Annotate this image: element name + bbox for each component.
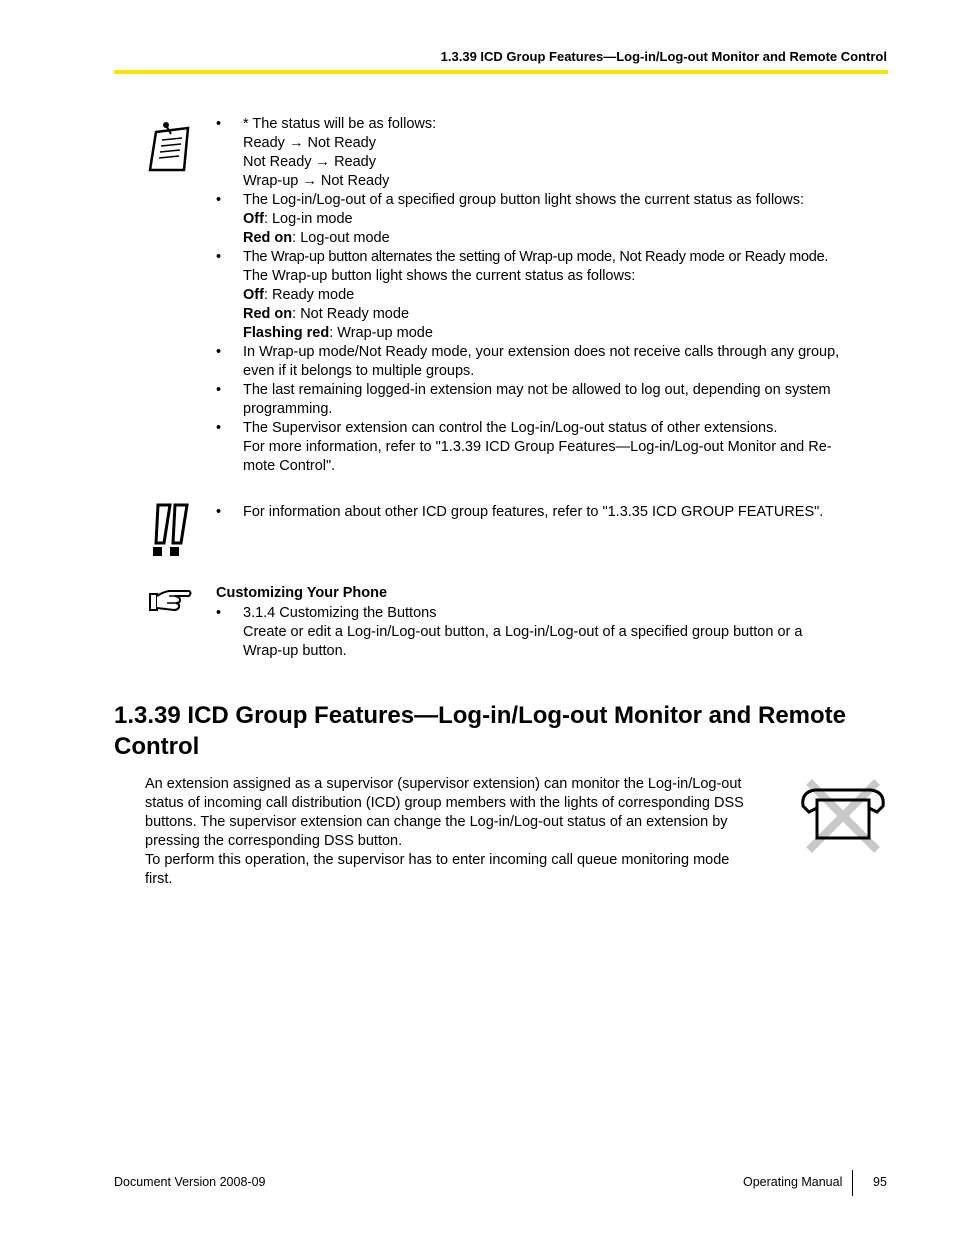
header-rule — [114, 70, 888, 74]
double-exclamation-icon — [148, 503, 192, 559]
caution-list — [216, 503, 888, 522]
reference-heading: Customizing Your Phone — [216, 585, 388, 601]
list-item: • The Log-in/Log-out of a specified group button light shows the current status as follows: Off: Log-in mode Red on: Log-out mode — [216, 192, 804, 246]
reference-block — [216, 584, 888, 661]
note-list — [216, 115, 888, 476]
footer-divider — [852, 1170, 853, 1196]
list-item: • In Wrap-up mode/Not Ready mode, your extension does not receive calls through any group, even if it belongs to multiple groups. — [216, 344, 840, 379]
pointing-hand-icon — [147, 588, 193, 614]
list-item: • The Supervisor extension can control the Log-in/Log-out status of other extensions. For more information, refer to "1.3.39 ICD Group Features—Log-in/Log-out Monitor and Re- mote Control". — [216, 420, 832, 474]
list-item: • 3.1.4 Customizing the Buttons Create or edit a Log-in/Log-out button, a Log-in/Log-out of a specified group button or a Wrap-up button. — [216, 604, 888, 661]
section-paragraph: An extension assigned as a supervisor (supervisor extension) can monitor the Log-in/Log-out status of incoming call distribution (ICD) group members with the lights of corresponding DSS buttons. The supervisor extension can change the Log-in/Log-out status of an extension by pressing the corresponding DSS button. To perform this operation, the supervisor has to enter incoming call queue monitoring mode first. — [145, 776, 744, 887]
list-item: • The Wrap-up button alternates the setting of Wrap-up mode, Not Ready mode or Ready mode. The Wrap-up button light shows the current status as follows: Off: Ready mode Red on: Not Ready mode Flashing red: Wrap-up mode — [216, 249, 829, 341]
list-item: • For information about other ICD group features, refer to "1.3.35 ICD GROUP FEATURES". — [216, 504, 824, 520]
list-item: • The last remaining logged-in extension may not be allowed to log out, depending on system programming. — [216, 382, 831, 417]
reference-link[interactable]: 3.1.4 Customizing the Buttons — [243, 605, 437, 621]
list-item: • * The status will be as follows: Ready → Not Ready Not Ready → Ready Wrap-up → Not Ready — [216, 116, 437, 189]
notepad-icon — [146, 118, 192, 174]
footer-manual-name: Operating Manual — [743, 1175, 843, 1189]
section-title: 1.3.39 ICD Group Features—Log-in/Log-out Monitor and Remote Control — [114, 702, 847, 760]
page-number: 95 — [873, 1175, 887, 1189]
footer-document-version: Document Version 2008-09 — [114, 1175, 266, 1189]
telephone-disallowed-icon — [797, 778, 889, 854]
running-header: 1.3.39 ICD Group Features—Log-in/Log-out Monitor and Remote Control — [440, 49, 887, 64]
